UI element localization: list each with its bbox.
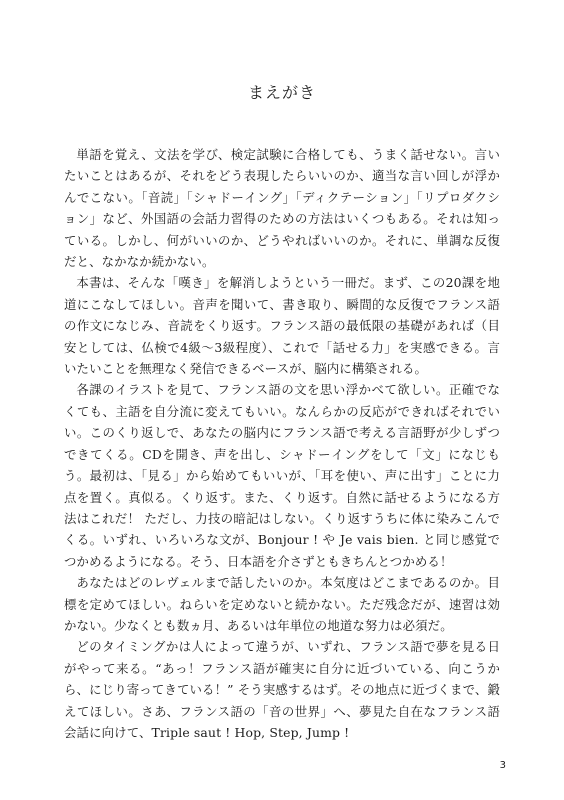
paragraph-5: どのタイミングかは人によって違うが、いずれ、フランス語で夢を見る日がやって来る。“あっ！フランス語が確実に自分に近づいている、向こうから、にじり寄ってきている！” そう実感するはず。その地点に近づくまで、鍛えてほしい。さあ、フランス語の「音の世界」へ、夢見た自在なフランス語会話に向けて、Triple saut ! Hop, Step, Jump ! (64, 639, 500, 740)
paragraph-1: 単語を覚え、文法を学び、検定試験に合格しても、うまく話せない。言いたいことはあるが、それをどう表現したらいいのか、適当な言い回しが浮かんでこない。「音読」「シャドーイング」「ディクテーション」「リプロダクション」など、外国語の会話力習得のための方法はいくつもある。それは知っている。しかし、何がいいのか、どうやればいいのか。それに、単調な反復だと、なかなか続かない。 (64, 147, 500, 270)
preface-body (64, 144, 500, 743)
paragraph-2: 本書は、そんな「嘆き」を解消しようという一冊だ。まず、この20課を地道にこなしてほしい。音声を聞いて、書き取り、瞬間的な反復でフランス語の作文になじみ、音読をくり返す。フランス語の最低限の基礎があれば（目安としては、仏検で4級～3級程度）、これで「話せる力」を実感できる。言いたいことを無理なく発信できるベースが、脳内に構築される。 (64, 275, 500, 377)
paragraph-3: 各課のイラストを見て、フランス語の文を思い浮かべて欲しい。正確でなくても、主語を自分流に変えてもいい。なんらかの反応ができればそれでいい。このくり返しで、あなたの脳内にフランス語で考える言語野が少しずつできてくる。CDを開き、声を出し、シャドーイングをして「文」になじもう。最初は、「見る」から始めてもいいが、「耳を使い、声に出す」ことに力点を置く。真似る。くり返す。また、くり返す。自然に話せるようになる方法はこれだ！ ただし、力技の暗記はしない。くり返すうちに体に染みこんでくる。いずれ、いろいろな文が、Bonjour ! や Je vais bien. と同じ感覚でつかめるようになる。そう、日本語を介さずともきちんとつかめる！ (64, 382, 500, 569)
page-title: まえがき (247, 83, 316, 102)
paragraph-4: あなたはどのレヴェルまで話したいのか。本気度はどこまであるのか。目標を定めてほしい。ねらいを定めないと続かない。ただ残念だが、速習は効かない。少なくとも数ヵ月、あるいは年単位の地道な努力は必須だ。 (64, 575, 500, 633)
page-number: 3 (499, 760, 506, 771)
